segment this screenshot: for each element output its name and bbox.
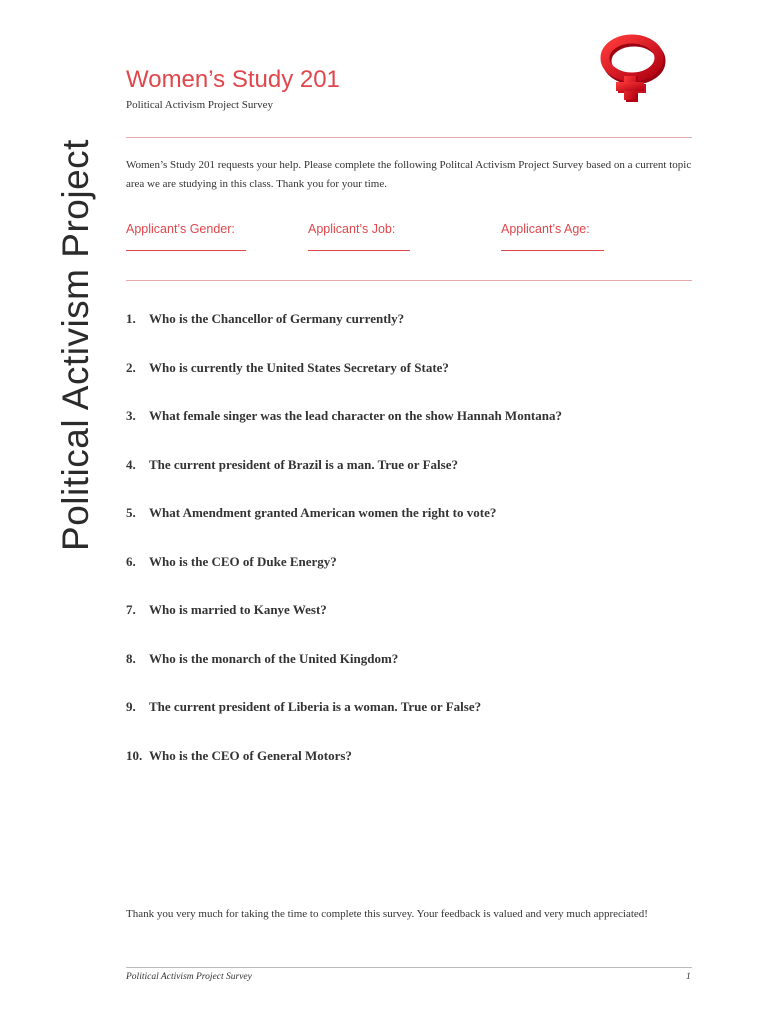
female-symbol-icon	[598, 34, 666, 104]
question-text: The current president of Brazil is a man. True or False?	[149, 456, 458, 472]
footer-divider	[126, 967, 692, 968]
question-text: Who is the Chancellor of Germany currently?	[149, 311, 405, 326]
intro-text: Women’s Study 201 requests your help. Please complete the following Politcal Activism Project Survey based on a current topic area we are studying in this class. Thank you for your time.	[126, 159, 692, 190]
question-number: 6.	[126, 553, 136, 569]
question-item	[126, 554, 692, 603]
applicant-job-label: Applicant’s Job:	[308, 222, 396, 236]
question-text: Who is currently the United States Secretary of State?	[149, 359, 449, 375]
applicant-divider	[126, 280, 692, 281]
applicant-gender-field	[126, 222, 246, 251]
question-number: 10.	[126, 747, 143, 763]
applicant-job-field	[308, 222, 410, 251]
applicant-job-line[interactable]	[308, 250, 410, 251]
question-item	[126, 457, 692, 506]
applicant-gender-label: Applicant’s Gender:	[126, 222, 235, 236]
question-item	[126, 699, 692, 748]
header-divider	[126, 137, 692, 138]
question-number: 3.	[126, 408, 136, 423]
page-title: Women’s Study 201	[126, 66, 340, 93]
question-number: 5.	[126, 505, 136, 520]
question-item	[126, 408, 692, 457]
question-item	[126, 602, 692, 651]
question-text: What female singer was the lead character on the show Hannah Montana?	[149, 408, 562, 423]
question-item	[126, 505, 692, 554]
question-text: Who is married to Kanye West?	[149, 602, 327, 617]
side-title-container	[46, 105, 106, 585]
applicant-age-field	[501, 222, 604, 251]
question-number: 7.	[126, 602, 136, 617]
page-number: 1	[686, 972, 691, 982]
question-list	[126, 311, 692, 796]
question-item	[126, 651, 692, 700]
question-text: Who is the CEO of General Motors?	[149, 747, 352, 763]
question-text: What Amendment granted American women the right to vote?	[149, 505, 497, 520]
question-number: 2.	[126, 359, 136, 375]
question-item	[126, 748, 692, 797]
side-title: Political Activism Project	[55, 139, 97, 551]
question-number: 8.	[126, 650, 136, 666]
applicant-gender-line[interactable]	[126, 250, 246, 251]
question-text: Who is the monarch of the United Kingdom?	[149, 650, 399, 666]
question-text: Who is the CEO of Duke Energy?	[149, 553, 337, 569]
question-item	[126, 360, 692, 409]
footer-title: Political Activism Project Survey	[126, 972, 252, 982]
question-number: 1.	[126, 311, 136, 326]
question-item	[126, 311, 692, 360]
question-number: 9.	[126, 699, 136, 714]
page-subtitle: Political Activism Project Survey	[126, 99, 273, 111]
applicant-age-label: Applicant’s Age:	[501, 222, 590, 236]
question-number: 4.	[126, 456, 136, 472]
closing-text: Thank you very much for taking the time to complete this survey. Your feedback is valued and very much appreciated!	[126, 908, 648, 920]
question-text: The current president of Liberia is a woman. True or False?	[149, 699, 482, 714]
applicant-age-line[interactable]	[501, 250, 604, 251]
